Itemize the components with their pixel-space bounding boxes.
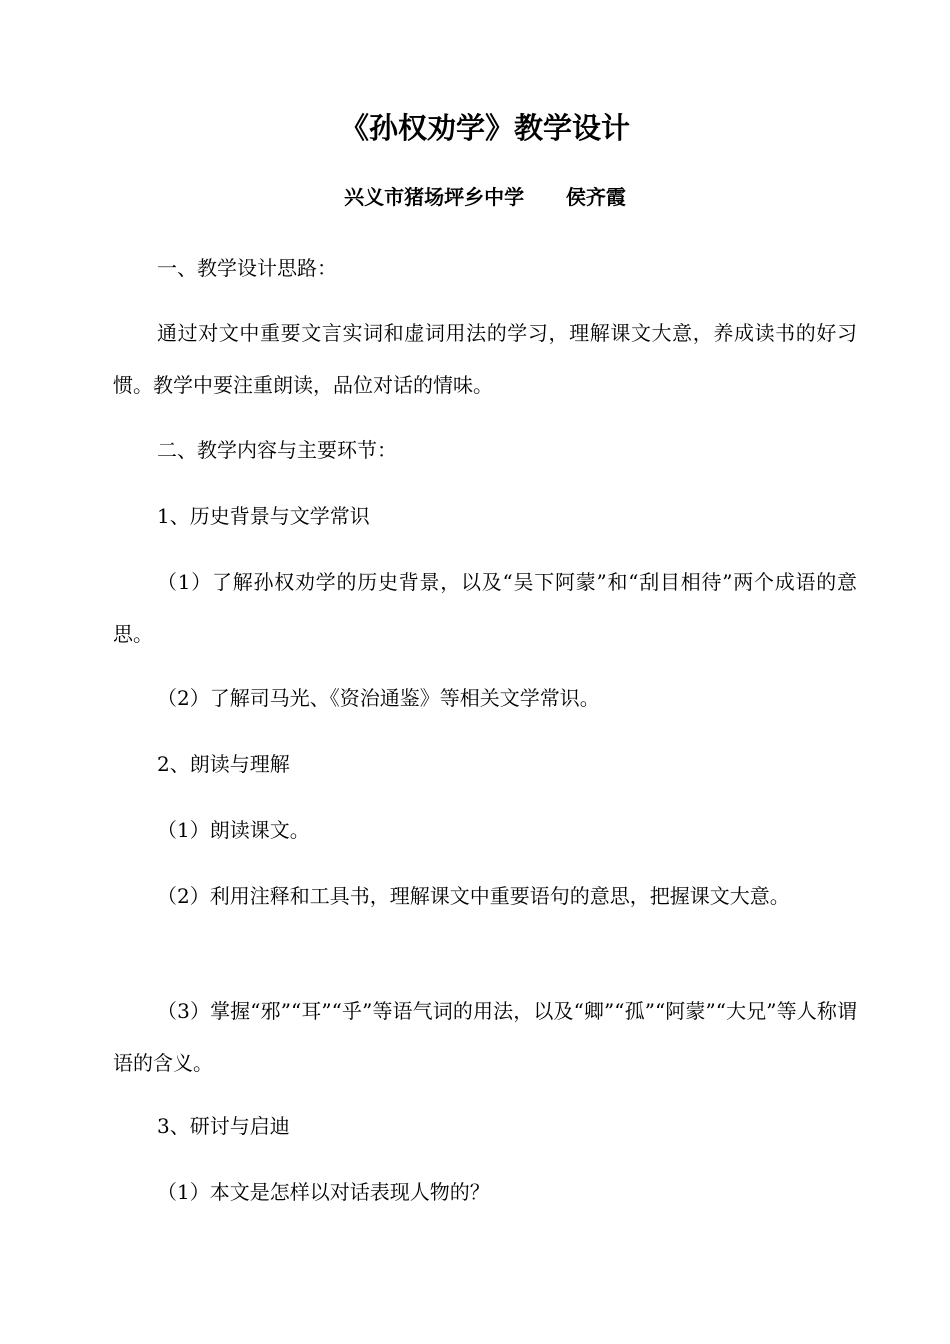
subsection-heading-discussion: 3、研讨与启迪	[157, 1114, 290, 1138]
paragraph-reading-3: （3）掌握“邪”“耳”“乎”等语气词的用法，以及“卿”“孤”“阿蒙”“大兄”等人称谓语的含义。	[113, 999, 857, 1075]
document-page	[113, 0, 857, 1344]
paragraph-discussion-1: （1）本文是怎样以对话表现人物的？	[157, 1180, 490, 1204]
paragraph-reading-1: （1）朗读课文。	[157, 818, 310, 842]
paragraph-reading-2: （2）利用注释和工具书，理解课文中重要语句的意思，把握课文大意。	[157, 884, 790, 908]
author-line: 兴义市猪场坪乡中学 侯齐霞	[344, 185, 626, 209]
section-heading-content: 二、教学内容与主要环节：	[157, 438, 397, 462]
paragraph-history-2: （2）了解司马光、《资治通鉴》等相关文学常识。	[157, 686, 600, 710]
paragraph-history-1: （1）了解孙权劝学的历史背景，以及“吴下阿蒙”和“刮目相待”两个成语的意思。	[113, 570, 857, 646]
document-title: 《孙权劝学》教学设计	[339, 111, 630, 145]
subsection-heading-history: 1、历史背景与文学常识	[157, 504, 370, 528]
section-heading-design-idea: 一、教学设计思路：	[157, 256, 337, 280]
subsection-heading-reading: 2、朗读与理解	[157, 752, 290, 776]
paragraph-design-idea: 通过对文中重要文言实词和虚词用法的学习，理解课文大意，养成读书的好习惯。教学中要注重朗读，品位对话的情味。	[113, 321, 857, 397]
